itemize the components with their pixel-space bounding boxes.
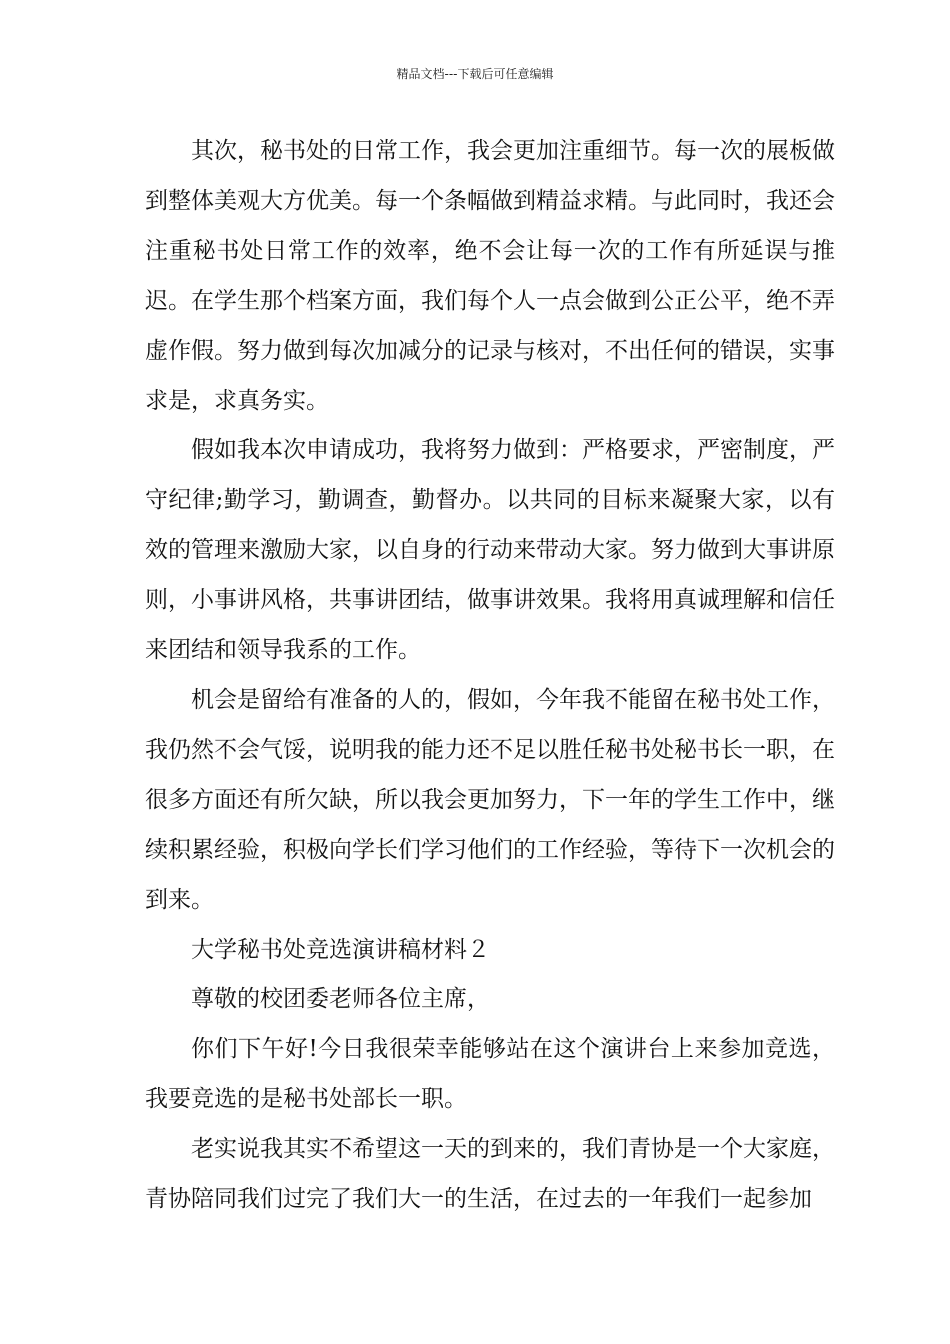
paragraph-5: 老实说我其实不希望这一天的到来的，我们青协是一个大家庭，青协陪同我们过完了我们大一的生活，在过去的一年我们一起参加 [145,1136,835,1213]
paragraph-1: 其次，秘书处的日常工作，我会更加注重细节。每一次的展板做到整体美观大方优美。每一个条幅做到精益求精。与此同时，我还会注重秘书处日常工作的效率，绝不会让每一次的工作有所延误与推迟。在学生那个档案方面，我们每个人一点会做到公正公平，绝不弄虚作假。努力做到每次加减分的记录与核对，不出任何的错误，实事求是，求真务实。 [145,138,835,414]
paragraph-3: 机会是留给有准备的人的，假如，今年我不能留在秘书处工作，我仍然不会气馁，说明我的能力还不足以胜任秘书处秘书长一职，在很多方面还有所欠缺，所以我会更加努力，下一年的学生工作中，继续积累经验，积极向学长们学习他们的工作经验，等待下一次机会的到来。 [145,686,835,913]
salutation: 尊敬的校团委老师各位主席， [191,986,490,1013]
paragraph-4: 你们下午好!今日我很荣幸能够站在这个演讲台上来参加竞选，我要竞选的是秘书处部长一职。 [145,1036,835,1113]
paragraph-2: 假如我本次申请成功，我将努力做到：严格要求，严密制度，严守纪律;勤学习，勤调查，勤督办。以共同的目标来凝聚大家，以有效的管理来激励大家，以自身的行动来带动大家。努力做到大事讲原则，小事讲风格，共事讲团结，做事讲效果。我将用真诚理解和信任来团结和领导我系的工作。 [145,437,835,664]
document-body [145,127,835,1225]
section-title: 大学秘书处竞选演讲稿材料２ [191,936,490,963]
page-header: 精品文档---下载后可任意编辑 [396,67,554,81]
